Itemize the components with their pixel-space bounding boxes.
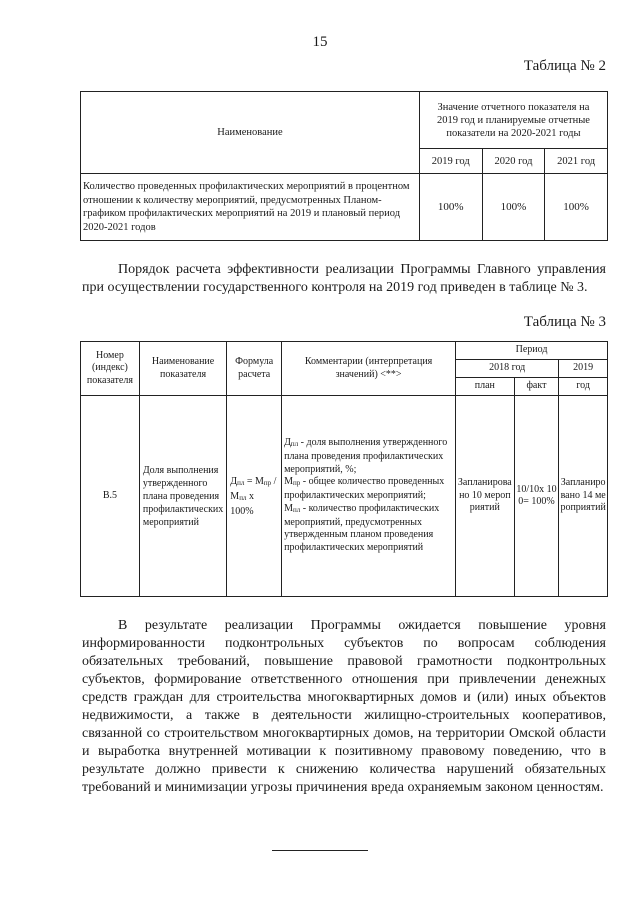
table3-header-fact: факт: [514, 378, 559, 396]
table3-fact-2018: 10/10х 100= 100%: [514, 396, 559, 597]
table3-header-formula: Формула расчета: [227, 342, 282, 396]
footnote-divider: [272, 850, 368, 851]
page-number: 15: [312, 34, 328, 50]
table3-row-number: В.5: [81, 396, 140, 597]
table3-row-name: Доля выполнения утвержденного плана проведения профилактических мероприятий: [139, 396, 226, 597]
paragraph-calc-order-text: Порядок расчета эффективности реализации Программы Главного управления при осуществлении государственного контроля на 2019 год приведен в таблице № 3.: [82, 262, 606, 295]
paragraph-calc-order: [82, 261, 606, 297]
table2-year-2021: 2021 год: [545, 149, 608, 174]
table3-header-period: Период: [456, 342, 608, 360]
table3-header-2019: 2019: [559, 360, 608, 378]
table3-header-comment: Комментарии (интерпретация значений) <**>: [282, 342, 456, 396]
table3-caption: Таблица № 3: [523, 314, 606, 330]
table2-caption: Таблица № 2: [523, 58, 606, 74]
table3-plan-2019: Запланировано 14 мероприятий: [559, 396, 608, 597]
table2-value-2021: 100%: [545, 174, 608, 241]
table-efficiency-calc: [80, 341, 608, 597]
table2-year-2020: 2020 год: [482, 149, 545, 174]
table2-value-2019: 100%: [419, 174, 482, 241]
table3-header-2018: 2018 год: [456, 360, 559, 378]
table3-row-comment: $Д_{пл}$ - доля выполнения утвержденного плана проведения профилактических мероприятий, %; $М_{пр}$ - общее количество проведенных профилактических мероприятий; $М_{пл}$ - количество профилактических мероприятий, предусмотренных утвержденным планом проведения профилактических мероприятий: [282, 396, 456, 597]
paragraph-expected-results-text: В результате реализации Программы ожидается повышение уровня информированности подконтрольных субъектов по вопросам соблюдения обязательных требований, повышение правовой грамотности подконтрольных субъектов, формирование ответственного отношения при привлечении денежных средств граждан для строительства многоквартирных домов и (или) иных объектов недвижимости, а также в деятельности жилищно-строительных кооперативов, связанной со строительством многоквартирных домов, на территории Омской области и выработка внутренней мотивации к позитивному правовому поведению, что в результате должно привести к снижению количества нарушений обязательных требований и минимизации угрозы причинения вреда охраняемым законом ценностям.: [82, 618, 606, 795]
table2-row-description: Количество проведенных профилактических мероприятий в процентном отношении к количеству мероприятий, предусмотренных Планом-графиком профилактических мероприятий на 2019 и плановый период 2020-2021 годов: [81, 174, 420, 241]
table2-year-2019: 2019 год: [419, 149, 482, 174]
table3-header-plan: план: [456, 378, 515, 396]
table3-header-name: Наименование показателя: [139, 342, 226, 396]
table3-plan-2018: Запланировано 10 мероприятий: [456, 396, 515, 597]
table2-header-name: Наименование: [81, 92, 420, 174]
table3-header-year: год: [559, 378, 608, 396]
table-indicator-values: [80, 91, 608, 241]
table2-header-value: Значение отчетного показателя на 2019 год и планируемые отчетные показатели на 2020-2021 годы: [419, 92, 607, 149]
table3-row-formula: $Д_{пл} = М_{пр} / М_{пл}$ х 100%: [227, 396, 282, 597]
paragraph-expected-results: [82, 617, 606, 797]
table2-value-2020: 100%: [482, 174, 545, 241]
table3-header-number: Номер (индекс) показателя: [81, 342, 140, 396]
